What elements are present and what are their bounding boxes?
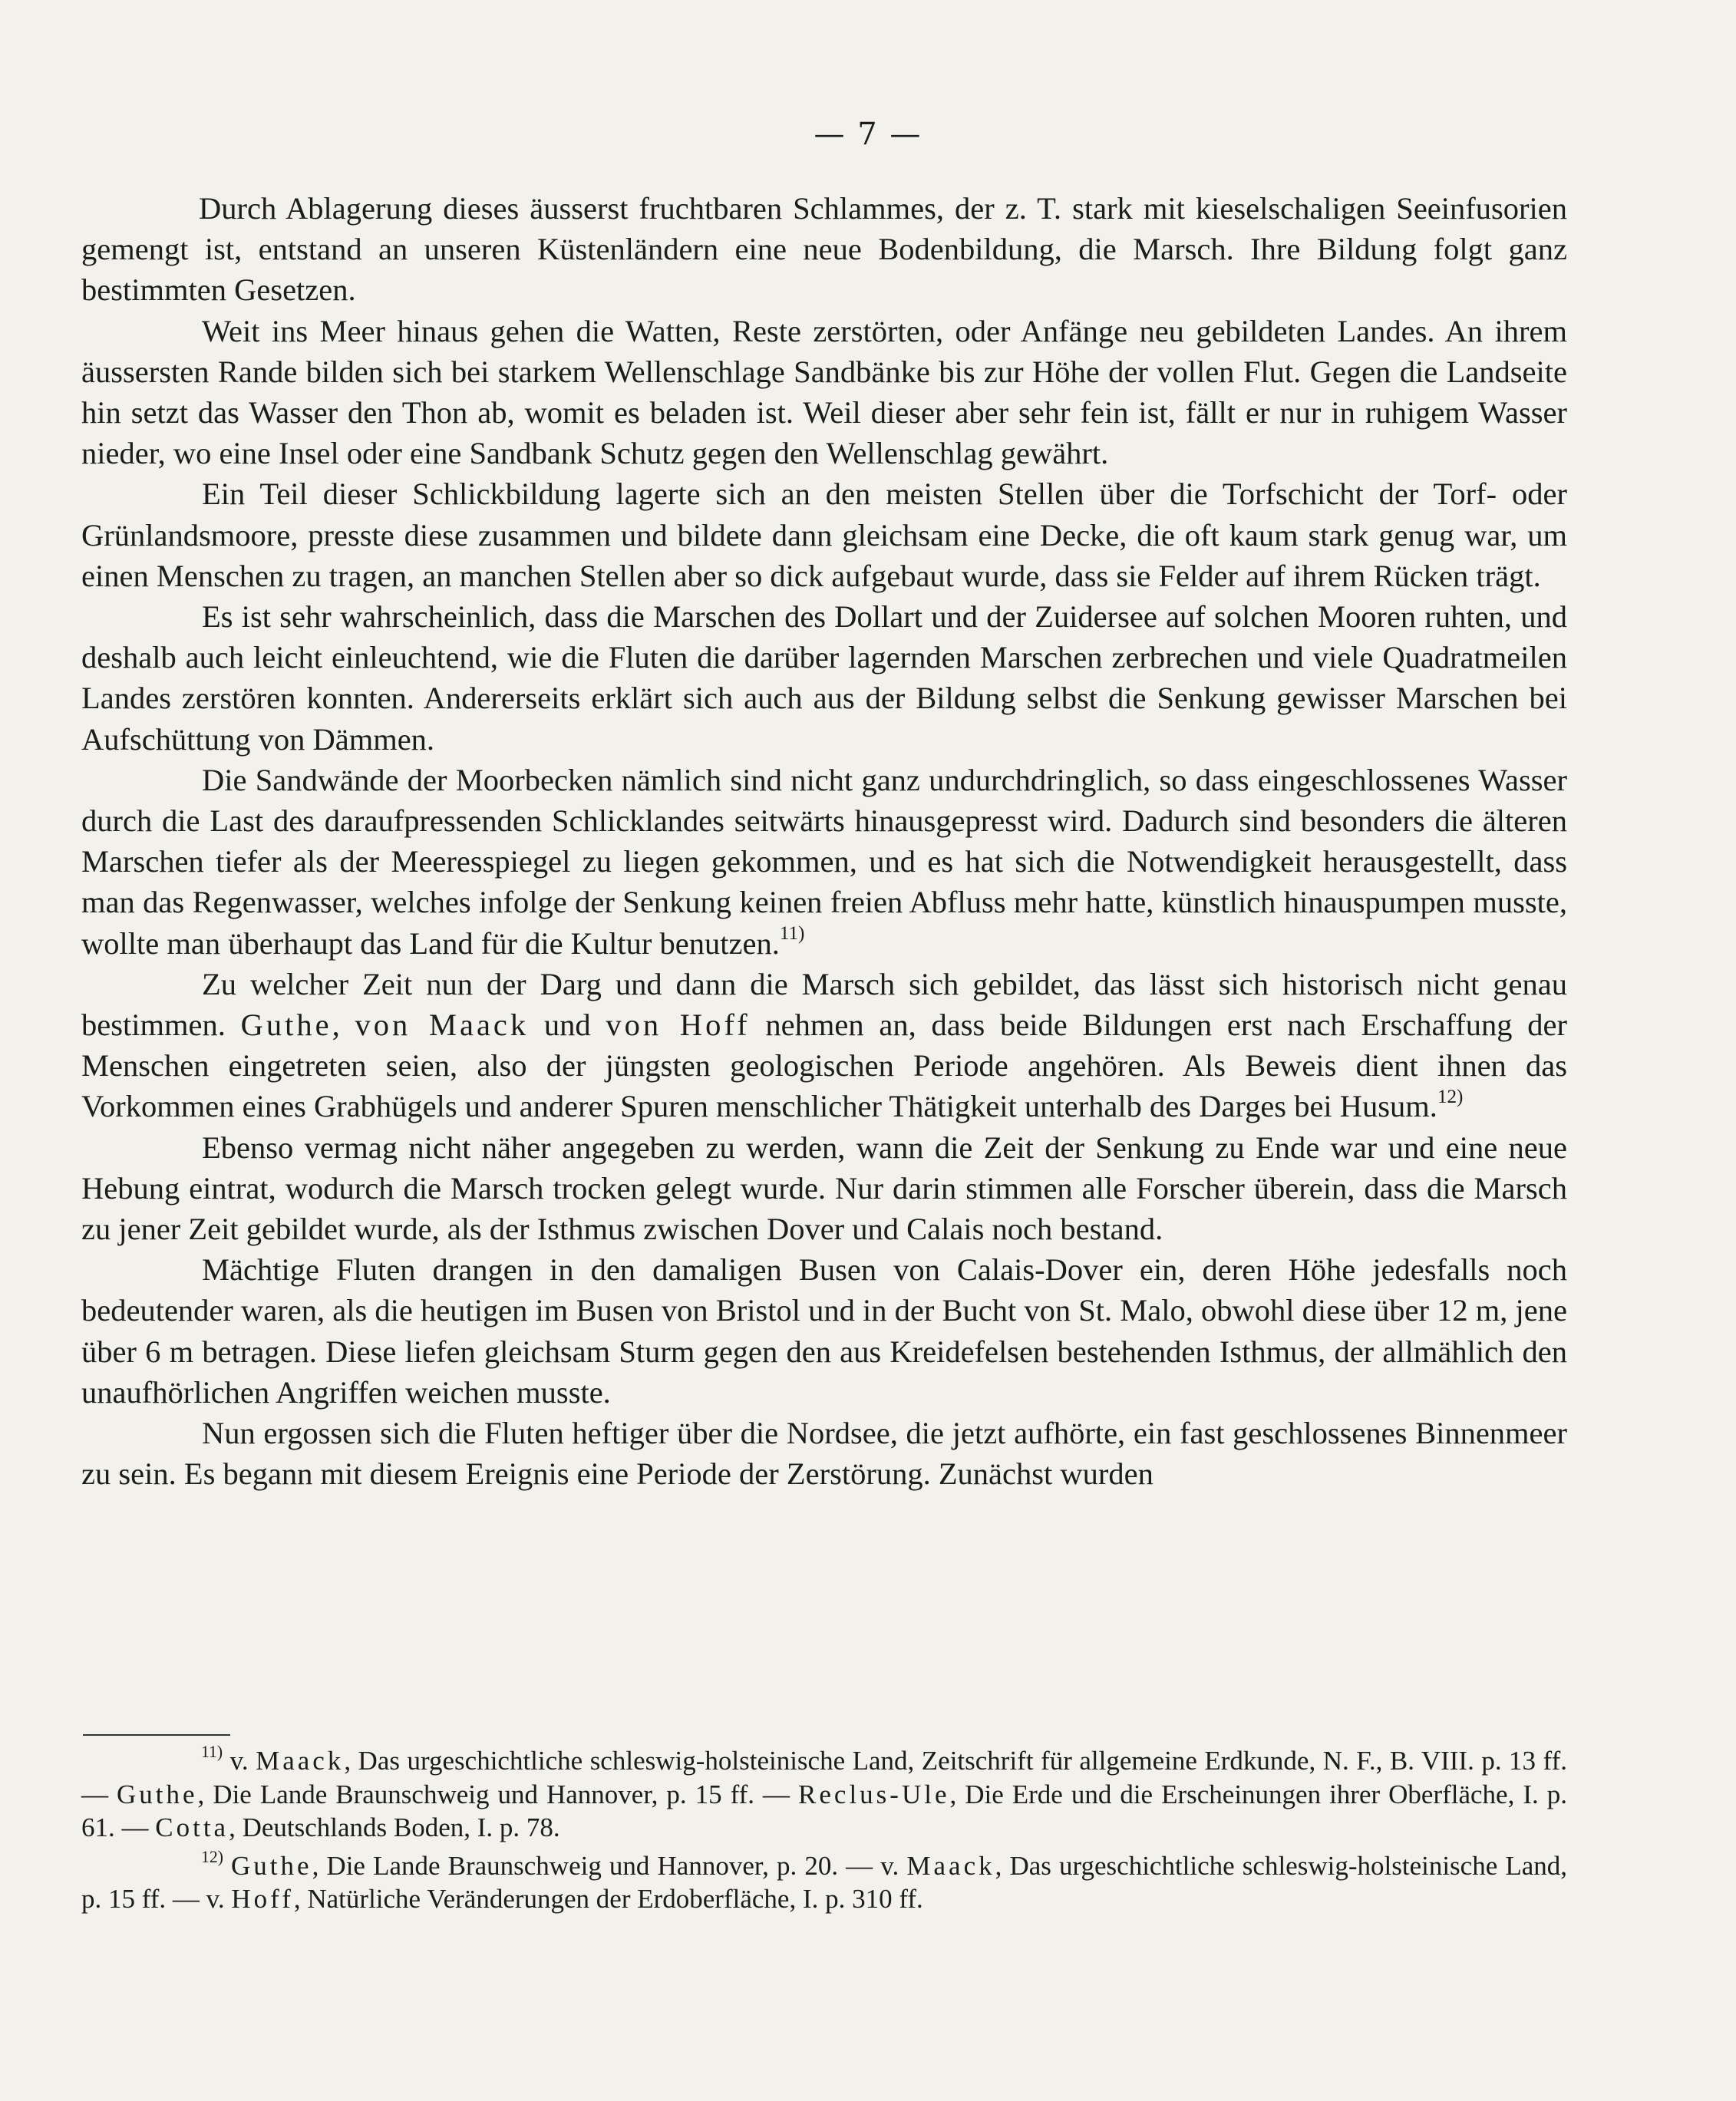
author-name: Maack bbox=[256, 1746, 345, 1776]
text-run: , Die Lande Braunschweig und Hannover, p. 15 ff. — bbox=[197, 1779, 799, 1809]
text-run: Ebenso vermag nicht näher angegeben zu werden, wann die Zeit der Senkung zu Ende war und eine neue Hebung eintrat, wodurch die Marsch trocken gelegt wurde. Nur darin stimmen alle Forscher überein, dass die Marsch zu jener Zeit gebildet wurde, als der Isthmus zwischen Dover und Calais noch bestand. bbox=[81, 1130, 1567, 1247]
author-name: Cotta bbox=[155, 1812, 229, 1842]
text-run: , bbox=[332, 1008, 355, 1043]
author-name: von Hoff bbox=[606, 1008, 751, 1043]
author-name: von Maack bbox=[355, 1008, 530, 1043]
paragraph bbox=[81, 473, 1567, 596]
paragraph bbox=[81, 760, 1567, 964]
text-run: Weit ins Meer hinaus gehen die Watten, Reste zerstörten, oder Anfänge neu gebildeten Landes. An ihrem äussersten Rande bilden sich bei starkem Wellenschlage Sandbänke bis zur Höhe der vollen Flut. Gegen die Landseite hin setzt das Wasser den Thon ab, womit es beladen ist. Weil dieser aber sehr fein ist, fällt er nur in ruhigem Wasser nieder, wo eine Insel oder eine Sandbank Schutz gegen den Wellenschlag gewährt. bbox=[81, 313, 1567, 471]
paragraph bbox=[81, 964, 1567, 1127]
footnote-ref: 11) bbox=[779, 923, 805, 945]
page-number: — 7 — bbox=[814, 117, 922, 152]
paragraph bbox=[81, 1249, 1567, 1413]
paragraph bbox=[81, 311, 1567, 474]
text-run: , Das urgeschichtliche schleswig-holsteinische Land, Zeitschrift für allgemeine Erdkunde, N. F., B. VIII. p. 13 ff. — bbox=[81, 1746, 1567, 1809]
paragraph bbox=[81, 596, 1567, 760]
footnote-ref: 12) bbox=[201, 1847, 223, 1866]
text-run: v. bbox=[223, 1746, 256, 1776]
text-run: Ein Teil dieser Schlickbildung lagerte sich an den meisten Stellen über die Torfschicht der Torf- oder Grünlandsmoore, presste diese zusammen und bildete dann gleichsam eine Decke, die oft kaum stark genug war, um einen Menschen zu tragen, an manchen Stellen aber so dick aufgebaut wurde, dass sie Felder auf ihrem Rücken trägt. bbox=[81, 477, 1567, 593]
author-name: Maack bbox=[906, 1850, 995, 1881]
footnote-separator bbox=[83, 1734, 230, 1736]
footnote-ref: 12) bbox=[1437, 1087, 1464, 1108]
author-name: Hoff bbox=[231, 1884, 294, 1914]
paragraph bbox=[81, 1413, 1567, 1494]
author-name: Reclus-Ule bbox=[798, 1779, 950, 1809]
text-run: , Deutschlands Boden, I. p. 78. bbox=[229, 1812, 560, 1842]
text-run: Es ist sehr wahrscheinlich, dass die Marschen des Dollart und der Zuidersee auf solchen Mooren ruhten, und deshalb auch leicht einleuchtend, wie die Fluten die darüber lagernden Marschen zerbrechen und viele Quadratmeilen Landes zerstören konnten. Andererseits erklärt sich auch aus der Bildung selbst die Senkung gewisser Marschen bei Aufschüttung von Dämmen. bbox=[81, 599, 1567, 757]
author-name: Guthe bbox=[117, 1779, 198, 1809]
body-text bbox=[81, 188, 1567, 1495]
text-run: Durch Ablagerung dieses äusserst fruchtbaren Schlammes, der z. T. stark mit kieselschaligen Seeinfusorien gemengt ist, entstand an unseren Küstenländern eine neue Bodenbildung, die Marsch. Ihre Bildung folgt ganz bestimmten Gesetzen. bbox=[81, 191, 1567, 308]
author-name: Guthe bbox=[231, 1850, 312, 1881]
author-name: Guthe bbox=[240, 1008, 332, 1043]
paragraph bbox=[81, 188, 1567, 311]
text-run: Zu welcher Zeit nun der Darg und dann die Marsch sich gebildet, das lässt sich historisch nicht genau bestimmen. bbox=[81, 966, 1567, 1043]
text-run: Die Sandwände der Moorbecken nämlich sind nicht ganz undurchdringlich, so dass eingeschlossenes Wasser durch die Last des daraufpressenden Schlicklandes seitwärts hinausgepresst wird. Dadurch sind besonders die älteren Marschen tiefer als der Meeresspiegel zu liegen gekommen, und es hat sich die Notwendigkeit herausgestellt, dass man das Regenwasser, welches infolge der Senkung keinen freien Abfluss mehr hatte, künstlich hinauspumpen musste, wollte man überhaupt das Land für die Kultur benutzen. bbox=[81, 762, 1567, 961]
footnotes bbox=[81, 1744, 1567, 1916]
text-run: Nun ergossen sich die Fluten heftiger über die Nordsee, die jetzt aufhörte, ein fast geschlossenes Binnenmeer zu sein. Es begann mit diesem Ereignis eine Periode der Zerstörung. Zunächst wurden bbox=[81, 1416, 1567, 1492]
text-run: Mächtige Fluten drangen in den damaligen Busen von Calais-Dover ein, deren Höhe jedesfalls noch bedeutender waren, als die heutigen im Busen von Bristol und in der Bucht von St. Malo, obwohl diese über 12 m, jene über 6 m betragen. Diese liefen gleichsam Sturm gegen den aus Kreidefelsen bestehenden Isthmus, der allmählich den unaufhörlichen Angriffen weichen musste. bbox=[81, 1252, 1567, 1410]
text-run: und bbox=[529, 1008, 606, 1043]
footnote bbox=[81, 1744, 1567, 1845]
paragraph bbox=[81, 1127, 1567, 1250]
text-run: nehmen an, dass beide Bildungen erst nach Erschaffung der Menschen eingetreten seien, also der jüngsten geologischen Periode angehören. Als Beweis dient ihnen das Vorkommen eines Grabhügels und anderer Spuren menschlicher Thätigkeit unterhalb des Darges bei Husum. bbox=[81, 1008, 1567, 1124]
footnote-ref: 11) bbox=[201, 1743, 223, 1762]
text-run: , Natürliche Veränderungen der Erdoberfläche, I. p. 310 ff. bbox=[293, 1884, 923, 1914]
footnote bbox=[81, 1849, 1567, 1916]
text-run bbox=[223, 1851, 231, 1881]
text-run: , Die Erde und die Erscheinungen ihrer Oberfläche, I. p. 61. — bbox=[81, 1779, 1567, 1842]
text-run: , Das urgeschichtliche schleswig-holsteinische Land, p. 15 ff. — v. bbox=[81, 1850, 1567, 1914]
text-run: , Die Lande Braunschweig und Hannover, p. 20. — v. bbox=[312, 1850, 907, 1881]
